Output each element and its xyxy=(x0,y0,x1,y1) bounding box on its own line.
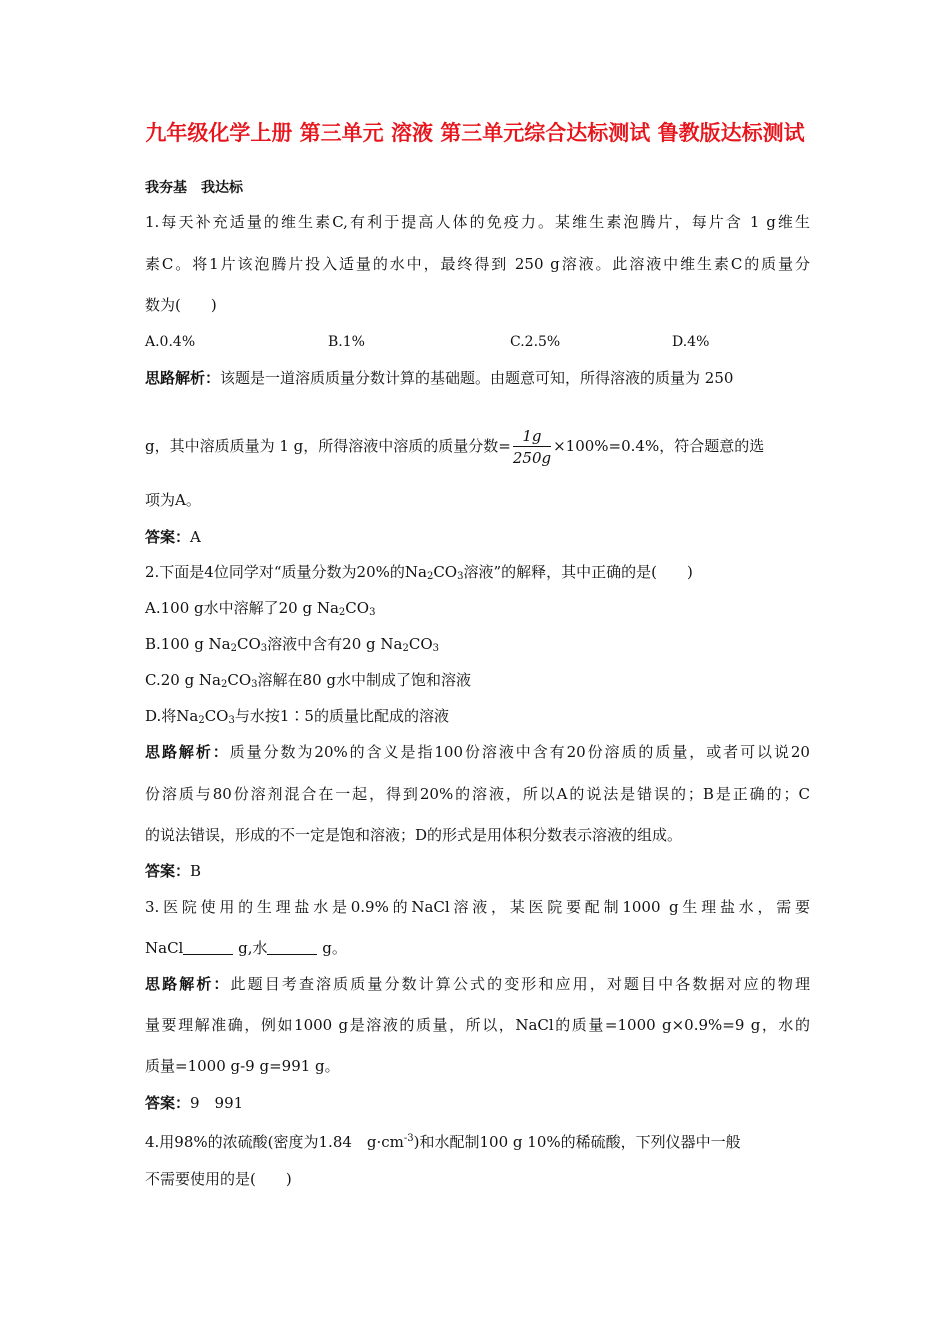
subscript: 3 xyxy=(432,643,439,654)
formula-part: CO xyxy=(345,599,370,617)
q2-analysis-line1 xyxy=(145,742,810,762)
subscript: 2 xyxy=(402,643,409,654)
q3-analysis-line2: 量要理解准确，例如1000 g是溶液的质量，所以，NaCl的质量=1000 g×0.9%=9 g，水的 xyxy=(145,1016,810,1034)
q1-analysis-line3: 项为A。 xyxy=(145,491,201,509)
q1-stem-line1: 1.每天补充适量的维生素C,有利于提高人体的免疫力。某维生素泡腾片，每片含 1 g维生 xyxy=(145,213,810,231)
q2-optB-text2: 溶液中含有20 g Na xyxy=(267,635,403,653)
formula-part: CO xyxy=(433,563,458,581)
subscript: 3 xyxy=(457,571,464,582)
q2-stem xyxy=(145,562,810,587)
q4-stem-line2: 不需要使用的是( ) xyxy=(145,1170,292,1188)
analysis-label: 思路解析： xyxy=(145,975,231,993)
q3-answer xyxy=(145,1093,810,1113)
q2-optD-text1: D.将Na xyxy=(145,707,199,725)
q1-analysis-line2 xyxy=(145,424,810,469)
superscript: -3 xyxy=(403,1133,414,1144)
answer-label: 答案： xyxy=(145,862,191,880)
subscript: 2 xyxy=(221,679,228,690)
subscript: 2 xyxy=(230,643,238,654)
q1-analysis-text2b: ×100%=0.4%，符合题意的选 xyxy=(553,437,765,455)
subscript: 3 xyxy=(369,607,376,618)
answer-label: 答案： xyxy=(145,528,191,546)
q2-answer xyxy=(145,861,810,881)
subscript: 3 xyxy=(228,715,235,726)
formula-part: CO xyxy=(408,635,433,653)
q1-stem-line3: 数为( ) xyxy=(145,296,217,314)
q2-analysis-line3: 的说法错误，形成的不一定是饱和溶液；D的形式是用体积分数表示溶液的组成。 xyxy=(145,826,683,844)
subscript: 2 xyxy=(426,571,434,582)
q2-optB-text1: B.100 g Na xyxy=(145,635,231,653)
subscript: 3 xyxy=(251,679,258,690)
q1-option-a: A.0.4% xyxy=(145,334,196,350)
q3-stem-text-a: NaCl xyxy=(145,939,184,957)
q4-stem-text-a: 4.用98%的浓硫酸(密度为1.84 g·cm xyxy=(145,1133,404,1151)
q2-optD-text2: 与水按1∶5的质量比配成的溶液 xyxy=(234,707,449,725)
answer-blank-nacl[interactable] xyxy=(183,940,233,955)
q1-analysis-text2a: g，其中溶质质量为 1 g，所得溶液中溶质的质量分数= xyxy=(145,437,511,455)
analysis-label: 思路解析： xyxy=(145,369,221,387)
fraction-denominator: 250g xyxy=(512,448,552,467)
q1-option-b: B.1% xyxy=(328,334,365,350)
subscript: 2 xyxy=(338,607,346,618)
q3-answer-value: 9 991 xyxy=(190,1094,244,1112)
q2-option-a xyxy=(145,598,810,623)
q3-stem-line1: 3.医院使用的生理盐水是0.9%的NaCl溶液，某医院要配制1000 g生理盐水，需要 xyxy=(145,898,810,916)
fraction-numerator: 1g xyxy=(513,426,551,447)
subscript: 3 xyxy=(260,643,268,654)
q3-analysis-line1 xyxy=(145,974,810,994)
q3-analysis-text1: 此题目考查溶质质量分数计算公式的变形和应用，对题目中各数据对应的物理 xyxy=(230,975,810,993)
formula-part: CO xyxy=(204,707,229,725)
q1-answer xyxy=(145,527,810,547)
q1-stem-line2: 素C。将1片该泡腾片投入适量的水中，最终得到 250 g溶液。此溶液中维生素C的质量分 xyxy=(145,255,810,273)
q3-stem-text-c: g。 xyxy=(317,939,347,957)
q2-option-b xyxy=(145,634,810,659)
q3-analysis-line3: 质量=1000 g-9 g=991 g。 xyxy=(145,1057,340,1075)
q2-stem-pre: 2.下面是4位同学对“质量分数为20%的Na xyxy=(145,563,427,581)
q2-answer-value: B xyxy=(190,862,202,880)
q1-answer-value: A xyxy=(190,528,201,546)
analysis-label: 思路解析： xyxy=(145,743,230,761)
q1-option-c: C.2.5% xyxy=(510,334,561,350)
q3-stem-text-b: g,水 xyxy=(233,939,268,957)
q1-fraction xyxy=(513,426,551,469)
q3-stem-line2 xyxy=(145,938,810,958)
q2-option-d xyxy=(145,706,810,731)
q4-stem-text-b: )和水配制100 g 10%的稀硫酸，下列仪器中一般 xyxy=(413,1133,741,1151)
q2-option-c xyxy=(145,670,810,695)
q1-option-d: D.4% xyxy=(672,334,710,350)
q2-optC-text1: C.20 g Na xyxy=(145,671,222,689)
q4-stem-line1 xyxy=(145,1129,810,1152)
answer-blank-water[interactable] xyxy=(267,940,317,955)
formula-part: CO xyxy=(227,671,252,689)
section-heading: 我夯基 我达标 xyxy=(145,180,243,196)
subscript: 2 xyxy=(198,715,205,726)
q2-optC-text2: 溶解在80 g水中制成了饱和溶液 xyxy=(257,671,472,689)
q2-analysis-text1: 质量分数为20%的含义是指100份溶液中含有20份溶质的质量，或者可以说20 xyxy=(229,743,810,761)
q2-optA-text: A.100 g水中溶解了20 g Na xyxy=(145,599,339,617)
document-title: 九年级化学上册 第三单元 溶液 第三单元综合达标测试 鲁教版达标测试 xyxy=(145,121,805,145)
q1-analysis-text1: 该题是一道溶质质量分数计算的基础题。由题意可知，所得溶液的质量为 250 xyxy=(220,369,734,387)
answer-label: 答案： xyxy=(145,1094,191,1112)
formula-part: CO xyxy=(237,635,261,653)
q1-analysis-line1 xyxy=(145,368,810,388)
q2-stem-post: 溶液”的解释，其中正确的是( ) xyxy=(463,563,693,581)
q2-analysis-line2: 份溶质与80份溶剂混合在一起，得到20%的溶液，所以A的说法是错误的；B是正确的；C xyxy=(145,785,810,803)
